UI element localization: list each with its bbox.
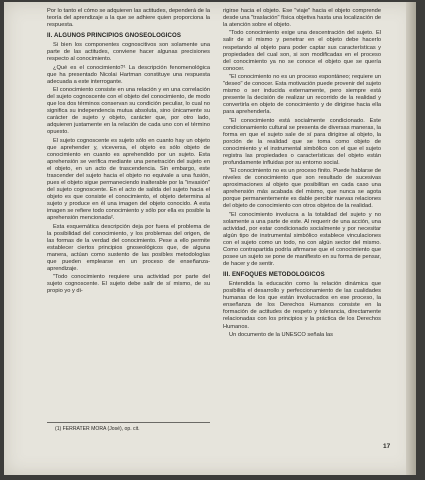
paragraph: Por lo tanto el cómo se adquieren las actitudes, dependerá de la teoría del aprendizaje a la que se adhiere quien proporciona la respuesta.	[47, 8, 210, 29]
section-heading: II. ALGUNOS PRINCIPIOS GNOSEOLOGICOS	[47, 32, 182, 40]
footnote-divider	[47, 422, 210, 423]
page-number: 17	[383, 443, 391, 450]
paragraph: El conocimiento consiste en una relación y en una correlación del sujeto cognoscente con el objeto del conocimiento, de modo que los dos términos conservan su condición peculiar, lo cual no significa su independencia mutua absoluta, sino únicamente su carácter de sujeto y objeto, carácter que, por otro lado, adquieren justamente en la relación de cada uno con el término opuesto.	[47, 87, 210, 136]
paragraph: ¿Qué es el conocimiento?¹ La descripción fenomenológica que ha presentado Nicolai Hartman constituye una respuesta adecuada a este interrogante.	[47, 64, 210, 85]
left-column	[47, 8, 210, 297]
footnote: (1) FERRATER MORA (José), op. cit.	[55, 426, 140, 432]
paragraph: Entendida la educación como la relación dinámica que posibilita el desarrollo y perfeccionamiento de las cualidades humanas de los que están involucrados en ese proceso, la enseñanza de los Derechos Humanos consiste en la formación de actitudes de respeto y tolerancia, directamente relacionadas con los principios y la práctica de los Derechos Humanos.	[223, 281, 381, 330]
right-column	[223, 8, 381, 340]
paragraph: "El conocimiento está socialmente condicionado. Este condicionamiento cultural se presenta de diversas maneras, la forma en que el sujeto sale de sí para dirigirse al objeto, la porción de la realidad que se toma como objeto de conocimiento y el instrumental simbólico con el que el sujeto registra las propiedades o características del objeto están profundamente influidas por su entorno social.	[223, 117, 381, 166]
paragraph: "El conocimiento no es un proceso espontáneo; requiere un "deseo" de conocer. Esta motivación puede provenir del sujeto mismo o ser inducida externamente, pero siempre está presente la decisión de realizar un recorrido de la realidad y convertirla en objeto de conocimiento y de dirigirse hacia ella para aprehenderla.	[223, 74, 381, 116]
paragraph: "El conocimiento no es un proceso finito. Puede hablarse de niveles de conocimiento que son resultado de sucesivas aproximaciones al objeto que posibilitan en cada caso una aprehensión más acabada del mismo, que nunca se agota porque permanentemente es dable percibir nuevas relaciones del objeto de conocimiento con otros objetos de la realidad.	[223, 168, 381, 210]
document-page	[4, 2, 416, 475]
paragraph: Un documento de la UNESCO señala las	[229, 331, 334, 338]
paragraph: "El conocimiento involucra a la totalidad del sujeto y no solamente a una parte de este. Al requerir de una acción, una actividad, por estar condicionado socialmente y por necesitar algún tipo de instrumental simbólico establece vinculaciones con el sujeto como un todo, no con algún sector del mismo. Como contrapartida podría afirmarse que el conocimiento que posee un sujeto se pone de manifiesto en su forma de pensar, de hacer y de sentir.	[223, 211, 381, 268]
paragraph: "Todo conocimiento requiere una actividad por parte del sujeto cognoscente. El sujeto debe salir de sí mismo, de su propio yo y di-	[47, 274, 210, 295]
paragraph: "Todo conocimiento exige una descentración del sujeto. El salir de sí mismo y penetrar en el objeto debe hacerlo respetando al objeto para poder captar sus características y propiedades del cual son, si son modificadas en el proceso del conocimiento ya no se conoce el objeto que se quería conocer.	[223, 30, 381, 72]
section-heading: III. ENFOQUES METODOLOGICOS	[223, 271, 325, 279]
paragraph: Si bien los componentes cognoscitivos son solamente una parte de las actitudes, conviene hacer algunas precisiones respecto al conocimiento.	[47, 42, 210, 63]
paragraph: El sujeto cognoscente es sujeto sólo en cuanto hay un objeto que aprehender y, viceversa, el objeto es sólo objeto de conocimiento en cuanto es aprehendido por un sujeto. Esta aprehensión se verifica mediante una penetración del sujeto en el objeto, en un acto de trascendencia. Sin embargo, este trascender del sujeto hacia el objeto no equivale a una fusión, pues el objeto sigue permaneciendo inalterable por la "invasión" del sujeto cognoscente. En el acto de salida del sujeto hacia el objeto es que consiste el conocimiento, el objeto determina al sujeto y produce en él una imagen del objeto conocido. A esta imagen se refiere todo conocimiento y sólo por ella es posible la aprehensión mencionada².	[47, 137, 210, 222]
page-binding-edge	[406, 2, 416, 475]
paragraph: rigirse hacia el objeto. Ese "viaje" hacia el objeto comprende desde una "traslación" física objetiva hasta una localización de la atención sobre el objeto.	[223, 8, 382, 29]
paragraph: Esta esquemática descripción deja por fuera el problema de la posibilidad del conocimiento, y los problemas del origen, de las formas de la verdad del conocimiento. Pese a ello permite establecer ciertos principios gnoseológicos que, de alguna manera, actúan como sustento de las posibles metodologías que pueden emplearse en un proceso de enseñanza-aprendizaje.	[47, 223, 210, 272]
